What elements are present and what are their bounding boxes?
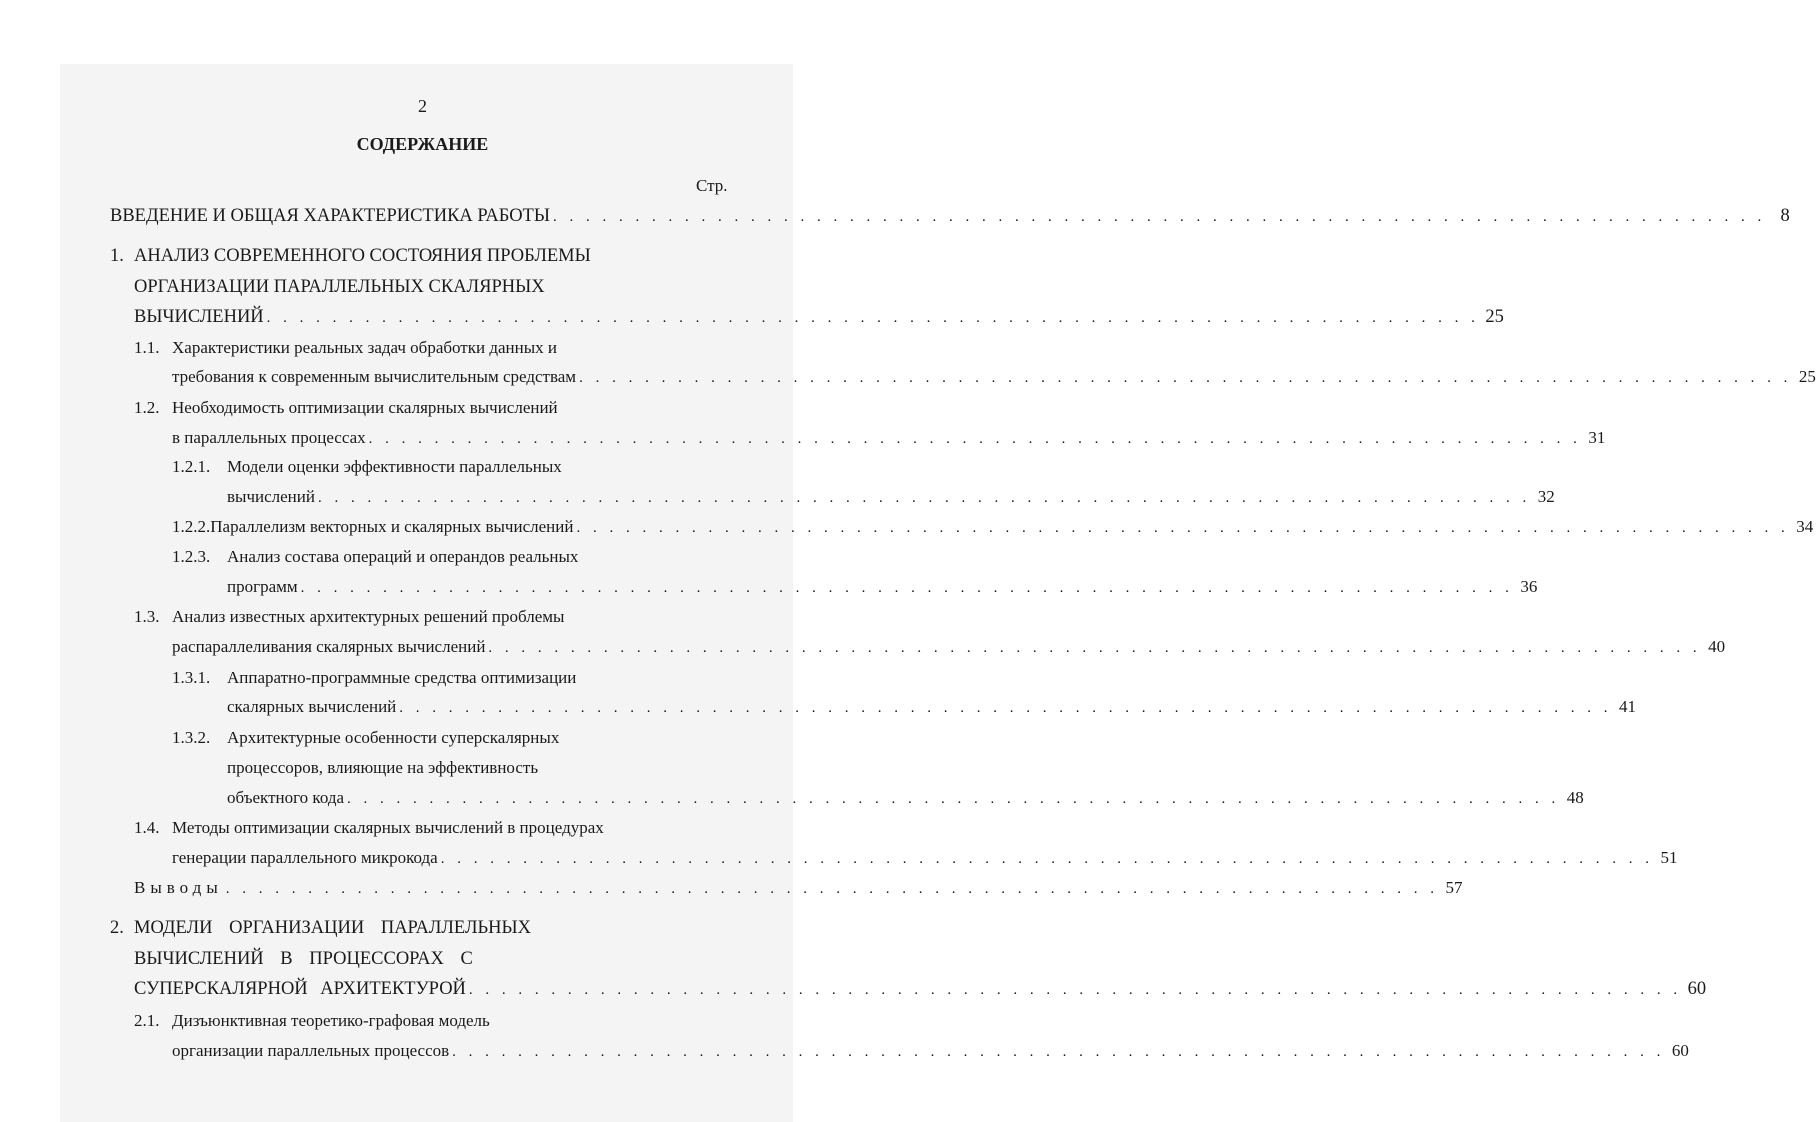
toc-entry-2-1-line2 [172, 1040, 1689, 1062]
toc-entry-title-line3: ВЫЧИСЛЕНИЙ [134, 307, 264, 327]
toc-entry-title-line1: Анализ состава операций и операндов реальных [227, 547, 579, 566]
toc-entry-title-line1: Дизъюнктивная теоретико-графовая модель [172, 1011, 490, 1030]
toc-entry-title-line2: организации параллельных процессов [172, 1041, 450, 1060]
toc-entry-title-line2: процессоров, влияющие на эффективность [227, 758, 539, 777]
page-title: СОДЕРЖАНИЕ [356, 134, 489, 154]
toc-entry-page: 34 [1796, 517, 1814, 536]
toc-entry-1-1-line2 [172, 366, 1816, 388]
toc-entry-chapter-1-line3 [134, 306, 1504, 328]
toc-entry-title-line3: СУПЕРСКАЛЯРНОЙ АРХИТЕКТУРОЙ [134, 979, 466, 999]
toc-entry-title-line2: ОРГАНИЗАЦИИ ПАРАЛЛЕЛЬНЫХ СКАЛЯРНЫХ [134, 277, 545, 297]
toc-entry-number: 1.4. [134, 818, 160, 837]
toc-entry-page: 60 [1687, 979, 1707, 999]
toc-entry-page: 60 [1671, 1041, 1689, 1060]
toc-entry-page: 40 [1708, 637, 1726, 656]
toc-entry-number: 1.3.2. [172, 728, 211, 747]
toc-entry-chapter-2-line3 [134, 978, 1707, 1000]
toc-entry-1-3-2[interactable] [172, 727, 713, 749]
leader-dots: . . . . . . . . . . . . . . . . . . . . . . . . . . . . . . . . . . . . . . . . . . . . . . . . . . . . . . . . . . . . . . . . . . . . . . . . . . [579, 370, 1792, 386]
page-number: 2 [418, 96, 427, 116]
toc-entry-number: 1.2. [134, 398, 160, 417]
toc-entry-title-line2: программ [227, 577, 298, 596]
leader-dots: . . . . . . . . . . . . . . . . . . . . . . . . . . . . . . . . . . . . . . . . . . . . . . . . . . . . . . . . . . . . . . . . . . . . . . . . . . [440, 851, 1654, 867]
toc-entry-number: 2.1. [134, 1011, 160, 1030]
toc-entry-title-line2: требования к современным вычислительным средствам [172, 367, 577, 386]
toc-entry-number: 1.2.3. [172, 547, 211, 566]
toc-entry-conclusions[interactable] [134, 877, 1463, 899]
toc-entry-page: 25 [1485, 307, 1504, 327]
leader-dots: . . . . . . . . . . . . . . . . . . . . . . . . . . . . . . . . . . . . . . . . . . . . . . . . . . . . . . . . . . . . . . . . . . . . . . . . . . [452, 1044, 1665, 1060]
toc-entry-1-2-3[interactable] [172, 546, 713, 568]
toc-entry-title-line1: Параллелизм векторных и скалярных вычислений [210, 517, 574, 536]
leader-dots: . . . . . . . . . . . . . . . . . . . . . . . . . . . . . . . . . . . . . . . . . . . . . . . . . . . . . . . . . . . . . . . . . . . . . . . . . . [576, 520, 1790, 536]
toc-entry-1-2[interactable] [134, 397, 713, 419]
toc-entry-title-line2: вычислений [227, 487, 315, 506]
leader-dots: . . . . . . . . . . . . . . . . . . . . . . . . . . . . . . . . . . . . . . . . . . . . . . . . . . . . . . . . . . . . . . . . . . . . . . . . . . [300, 580, 1514, 596]
toc-entry-1-1[interactable] [134, 337, 713, 359]
toc-entry-title-line1: Методы оптимизации скалярных вычислений в процедурах [172, 818, 604, 837]
toc-entry-number: 1.2.1. [172, 457, 211, 476]
toc-entry-title-line1: Анализ известных архитектурных решений проблемы [172, 607, 565, 626]
toc-entry-page: 48 [1566, 788, 1584, 807]
leader-dots: . . . . . . . . . . . . . . . . . . . . . . . . . . . . . . . . . . . . . . . . . . . . . . . . . . . . . . . . . . . . . . . . . . . . . . . . . . [468, 982, 1682, 998]
leader-dots: . . . . . . . . . . . . . . . . . . . . . . . . . . . . . . . . . . . . . . . . . . . . . . . . . . . . . . . . . . . . . . . . . . . . . . . . . . [317, 490, 1531, 506]
toc-entry-title-line2: ВЫЧИСЛЕНИЙ В ПРОЦЕССОРАХ С [134, 949, 473, 969]
toc-entry-1-3-2-line3 [227, 787, 1584, 809]
leader-dots: . . . . . . . . . . . . . . . . . . . . . . . . . . . . . . . . . . . . . . . . . . . . . . . . . . . . . . . . . . . . . . . . . . . . . . . . . . [225, 881, 1439, 897]
toc-entry-title-line2: генерации параллельного микрокода [172, 848, 438, 867]
toc-entry-title-line1: Необходимость оптимизации скалярных вычислений [172, 398, 558, 417]
toc-entry-1-3-line2 [172, 636, 1726, 658]
toc-entry-title-line1: Архитектурные особенности суперскалярных [227, 728, 560, 747]
toc-entry-page: 41 [1619, 697, 1637, 716]
toc-entry-page: 36 [1520, 577, 1538, 596]
toc-entry-page: 51 [1660, 848, 1678, 867]
toc-entry-1-3[interactable] [134, 606, 713, 628]
leader-dots: . . . . . . . . . . . . . . . . . . . . . . . . . . . . . . . . . . . . . . . . . . . . . . . . . . . . . . . . . . . . . . . . . . . . . . . . . . [266, 310, 1480, 326]
toc-entry-1-4-line2 [172, 847, 1678, 869]
toc-entry-number: 1.3.1. [172, 668, 211, 687]
toc-entry-number: 1.1. [134, 338, 160, 357]
toc-entry-chapter-1-line2 [134, 276, 713, 298]
toc-entry-title-line3: объектного кода [227, 788, 345, 807]
page-column-header: Стр. [696, 176, 728, 195]
toc-entry-title: Выводы [134, 878, 223, 897]
toc-entry-page: 57 [1445, 878, 1463, 897]
toc-entry-1-3-1[interactable] [172, 667, 713, 689]
toc-entry-2-1[interactable] [134, 1010, 713, 1032]
toc-entry-chapter-2[interactable] [110, 917, 713, 939]
leader-dots: . . . . . . . . . . . . . . . . . . . . . . . . . . . . . . . . . . . . . . . . . . . . . . . . . . . . . . . . . . . . . . . . . . . . . . . . . . [347, 791, 1560, 807]
toc-entry-title-line1: Модели оценки эффективности параллельных [227, 457, 562, 476]
toc-entry-1-2-1[interactable] [172, 456, 713, 478]
leader-dots: . . . . . . . . . . . . . . . . . . . . . . . . . . . . . . . . . . . . . . . . . . . . . . . . . . . . . . . . . . . . . . . . . . . . . . . . . . [368, 431, 1582, 447]
toc-entry-number: 1.2.2. [172, 517, 211, 536]
leader-dots: . . . . . . . . . . . . . . . . . . . . . . . . . . . . . . . . . . . . . . . . . . . . . . . . . . . . . . . . . . . . . . . . . . . . . . . . . . [553, 209, 1766, 225]
toc-entry-introduction[interactable] [110, 205, 1790, 227]
toc-entry-number: 2. [110, 918, 124, 938]
toc-entry-number: 1. [110, 246, 124, 266]
toc-entry-title-line2: распараллеливания скалярных вычислений [172, 637, 486, 656]
toc-entry-1-2-1-line2 [227, 486, 1555, 508]
toc-entry-1-3-1-line2 [227, 696, 1637, 718]
toc-entry-title: ВВЕДЕНИЕ И ОБЩАЯ ХАРАКТЕРИСТИКА РАБОТЫ [110, 206, 550, 226]
toc-entry-title-line1: Характеристики реальных задач обработки данных и [172, 338, 557, 357]
toc-entry-page: 32 [1537, 487, 1555, 506]
toc-entry-title-line1: МОДЕЛИ ОРГАНИЗАЦИИ ПАРАЛЛЕЛЬНЫХ [134, 918, 532, 938]
toc-entry-title-line2: в параллельных процессах [172, 428, 366, 447]
toc-entry-1-2-line2 [172, 427, 1606, 449]
toc-entry-title-line2: скалярных вычислений [227, 697, 397, 716]
toc-entry-page: 8 [1780, 206, 1790, 226]
toc-entry-1-2-3-line2 [227, 576, 1538, 598]
leader-dots: . . . . . . . . . . . . . . . . . . . . . . . . . . . . . . . . . . . . . . . . . . . . . . . . . . . . . . . . . . . . . . . . . . . . . . . . . . [399, 700, 1613, 716]
toc-entry-page: 31 [1588, 428, 1606, 447]
toc-entry-1-4[interactable] [134, 817, 713, 839]
toc-entry-title-line1: АНАЛИЗ СОВРЕМЕННОГО СОСТОЯНИЯ ПРОБЛЕМЫ [134, 246, 591, 266]
toc-entry-1-2-2[interactable] [172, 516, 1814, 538]
toc-entry-1-3-2-line2 [227, 757, 713, 779]
toc-entry-title-line1: Аппаратно-программные средства оптимизации [227, 668, 577, 687]
toc-entry-chapter-1[interactable] [110, 245, 713, 267]
toc-entry-page: 25 [1798, 367, 1816, 386]
toc-entry-number: 1.3. [134, 607, 160, 626]
toc-entry-chapter-2-line2 [134, 948, 713, 970]
leader-dots: . . . . . . . . . . . . . . . . . . . . . . . . . . . . . . . . . . . . . . . . . . . . . . . . . . . . . . . . . . . . . . . . . . . . . . . . . . [488, 640, 1702, 656]
